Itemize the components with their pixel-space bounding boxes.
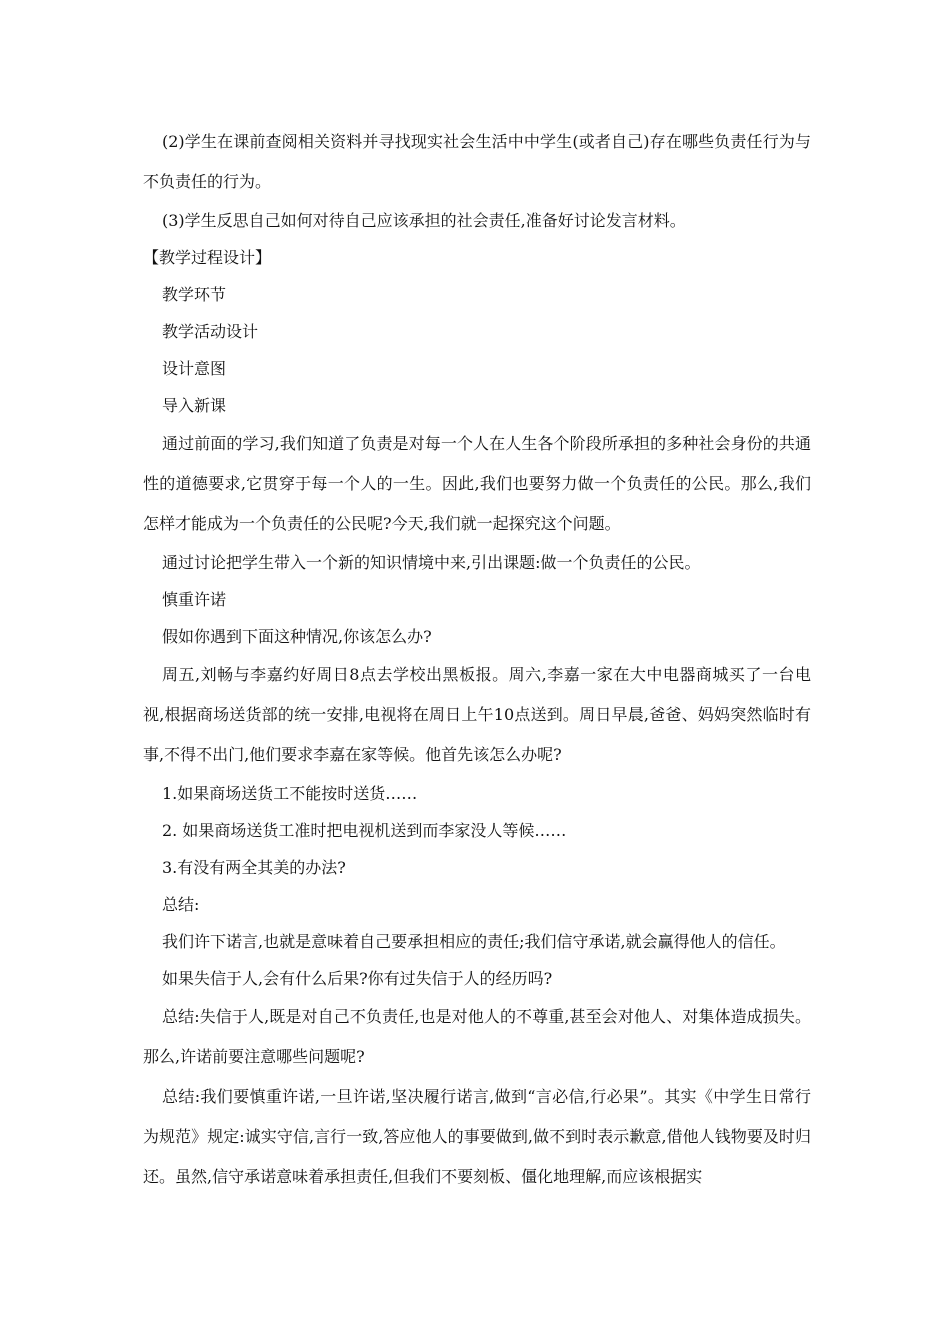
document-body: [143, 122, 811, 1197]
paragraph-broken-promise-question: 如果失信于人,会有什么后果?你有过失信于人的经历吗?: [162, 969, 553, 988]
paragraph-prep-3: (3)学生反思自己如何对待自己应该承担的社会责任,准备好讨论发言材料。: [162, 211, 686, 230]
list-item-option-3: 3.有没有两全其美的办法?: [162, 858, 346, 877]
paragraph-scenario: 周五,刘畅与李嘉约好周日8点去学校出黑板报。周六,李嘉一家在大中电器商城买了一台电视,根据商场送货部的统一安排,电视将在周日上午10点送到。周日早晨,爸爸、妈妈突然临时有事,不得不出门,他们要求李嘉在家等候。他首先该怎么办呢?: [143, 665, 811, 764]
table-cell-activity-design: 教学活动设计: [162, 322, 259, 341]
paragraph-intro-intent: 通过讨论把学生带入一个新的知识情境中来,引出课题:做一个负责任的公民。: [162, 553, 701, 572]
table-cell-careful-promise: 慎重许诺: [162, 590, 227, 609]
paragraph-summary-keep-promise: 总结:我们要慎重许诺,一旦许诺,坚决履行诺言,做到“言必信,行必果”。其实《中学生日常行为规范》规定:诚实守信,言行一致,答应他人的事要做到,做不到时表示歉意,借他人钱物要及时归还。虽然,信守承诺意味着承担责任,但我们不要刻板、僵化地理解,而应该根据实: [143, 1087, 811, 1186]
paragraph-prep-2: (2)学生在课前查阅相关资料并寻找现实社会生活中中学生(或者自己)存在哪些负责任行为与不负责任的行为。: [143, 132, 811, 191]
paragraph-question: 假如你遇到下面这种情况,你该怎么办?: [162, 627, 432, 646]
table-cell-intro: 导入新课: [162, 396, 227, 415]
list-item-option-1: 1.如果商场送货工不能按时送货……: [162, 784, 418, 803]
paragraph-promise-responsibility: 我们许下诺言,也就是意味着自己要承担相应的责任;我们信守承诺,就会赢得他人的信任。: [162, 932, 786, 951]
table-cell-design-intent: 设计意图: [162, 359, 227, 378]
section-heading-process: 【教学过程设计】: [143, 248, 272, 267]
paragraph-intro-text: 通过前面的学习,我们知道了负责是对每一个人在人生各个阶段所承担的多种社会身份的共通性的道德要求,它贯穿于每一个人的一生。因此,我们也要努力做一个负责任的公民。那么,我们怎样才能成为一个负责任的公民呢?今天,我们就一起探究这个问题。: [143, 434, 811, 533]
table-cell-teaching-stage: 教学环节: [162, 285, 227, 304]
paragraph-summary-label: 总结:: [162, 895, 200, 914]
list-item-option-2: 2. 如果商场送货工准时把电视机送到而李家没人等候……: [162, 821, 567, 840]
paragraph-summary-broken-promise: 总结:失信于人,既是对自己不负责任,也是对他人的不尊重,甚至会对他人、对集体造成损失。那么,许诺前要注意哪些问题呢?: [143, 1007, 811, 1066]
